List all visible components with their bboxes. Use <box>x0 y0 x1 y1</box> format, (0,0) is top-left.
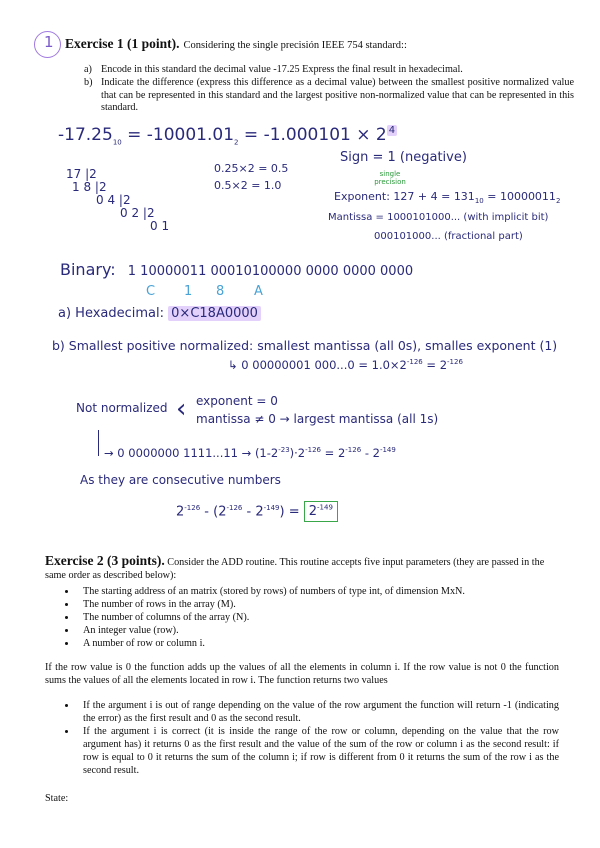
not-normalized-label: Not normalized <box>76 401 168 415</box>
b-line2-exp2: -126 <box>447 358 463 367</box>
hex-digit-8: 8 <box>216 284 225 299</box>
binary-line <box>60 260 413 279</box>
part-b-line1: b) Smallest positive normalized: smallest mantissa (all 0s), smalles exponent (1) <box>52 338 558 353</box>
exercise1-title: Exercise 1 (1 point). <box>65 36 180 51</box>
binary-label: Binary: <box>60 260 116 279</box>
list-item: • An integer value (row). <box>77 624 559 637</box>
nn-e3: -126 <box>345 446 362 455</box>
mantissa-fraction-note: 000101000... (fractional part) <box>374 231 523 242</box>
nn-eq: = 2 <box>321 446 346 460</box>
fraction-step-1: 0.25×2 = 0.5 <box>214 162 289 175</box>
final-result <box>176 504 338 519</box>
nn-exponent: exponent = 0 <box>196 394 278 408</box>
param-list <box>55 585 559 650</box>
final-b-exp: -126 <box>226 504 243 512</box>
exercise2-section <box>45 555 559 806</box>
conv-left: -17.25 <box>58 125 113 145</box>
conversion-line <box>58 125 397 146</box>
final-d: ) = <box>279 504 304 520</box>
exponent-note <box>334 190 560 205</box>
exercise1-intro: Considering the single precisión IEEE 754 standard:: <box>183 40 407 51</box>
final-a: 2 <box>176 504 185 520</box>
exponent-text: Exponent: 127 + 4 = 131 <box>334 190 475 203</box>
nn-minus: - 2 <box>361 446 380 460</box>
b-line2-exp: -126 <box>406 358 423 367</box>
div-row: 0 4 |2 <box>96 193 131 207</box>
list-item: • A number of row or column i. <box>77 637 559 650</box>
nn-e1: -23 <box>278 446 290 455</box>
exercise1-item-b <box>84 77 574 115</box>
single-precision-note: single precision <box>374 170 406 186</box>
exponent-bin-sub: 2 <box>555 197 561 206</box>
final-b: - (2 <box>200 504 227 520</box>
final-box <box>304 501 338 522</box>
nn-e4: -149 <box>379 446 396 455</box>
part-b-line2 <box>228 358 463 372</box>
item-text: Indicate the difference (express this difference as a decimal value) between the smallest positive normalized value that can be represented in this standard and the largest positive non-normalized value that can be represented in this standard. <box>101 77 574 113</box>
div-row: 0 2 |2 <box>120 206 155 220</box>
final-c-exp: -149 <box>263 504 280 512</box>
b-line2-text: ↳ 0 00000001 000...0 = 1.0×2 <box>228 358 407 372</box>
exercise1-heading <box>65 35 585 53</box>
item-text: Encode in this standard the decimal value -17.25 Express the final result in hexadecimal. <box>101 64 463 75</box>
brace: ‹ <box>176 394 187 424</box>
final-box-base: 2 <box>308 504 318 520</box>
sign-note: Sign = 1 (negative) <box>340 150 467 165</box>
exponent-bin: = 10000011 <box>483 190 556 203</box>
mantissa-note: Mantissa = 1000101000... (with implicit bit) <box>328 212 549 223</box>
conv-exp: 4 <box>388 125 396 137</box>
consecutive-note: As they are consecutive numbers <box>80 473 281 487</box>
exercise2-intro: Consider the ADD routine. This routine accepts five input parameters (they are passed in the same order as described below): <box>45 557 545 581</box>
list-item: • The number of rows in the array (M). <box>77 598 559 611</box>
div-row: 1 8 |2 <box>72 180 107 194</box>
final-a-exp: -126 <box>184 504 201 512</box>
hex-digit-c: C <box>146 284 156 299</box>
nn-mantissa: mantissa ≠ 0 → largest mantissa (all 1s) <box>196 412 439 426</box>
list-item: • The number of columns of the array (N). <box>77 611 559 624</box>
conv-mid: = -10001.01 <box>127 125 235 145</box>
state-label: State: <box>45 793 69 804</box>
item-marker: a) <box>84 64 92 75</box>
list-item: • If the argument i is correct (it is inside the range of the row or column, depending on the value that the row argument has) it returns 0 as the first result and the value of the sum of the row or column i as the second result: if row is equal to 0 it returns the sum of the column i; if row is different from 0 it returns the sum of the row i as the second result. <box>77 725 559 777</box>
arrow-hook <box>98 430 99 456</box>
division-steps <box>66 168 169 233</box>
item-marker: b) <box>84 77 93 88</box>
conv-right: = -1.000101 × 2 <box>243 125 387 145</box>
hex-label: a) Hexadecimal: <box>58 306 165 321</box>
exponent-sub: 10 <box>474 197 484 206</box>
returns-list <box>55 699 559 777</box>
hex-digit-a: A <box>254 284 263 299</box>
exercise1-item-a <box>84 64 574 77</box>
exercise1-number: 1 <box>44 33 54 51</box>
conv-left-sub: 10 <box>112 138 122 147</box>
div-row: 17 |2 <box>66 167 97 181</box>
fraction-step-2: 0.5×2 = 1.0 <box>214 179 282 192</box>
exercise2-paragraph: If the row value is 0 the function adds up the values of all the elements in column i. If the row value is not 0 the function sums the values of all the elements located in row i. The function returns two values <box>45 662 559 686</box>
b-line2-eq: = 2 <box>422 358 448 372</box>
nn-e2: -126 <box>305 446 322 455</box>
hex-answer <box>58 306 261 321</box>
div-row: 0 1 <box>150 219 170 233</box>
nn-mid: )·2 <box>289 446 306 460</box>
conv-mid-sub: 2 <box>234 138 239 147</box>
exercise2-heading <box>45 555 559 582</box>
final-c: - 2 <box>242 504 264 520</box>
list-item: • If the argument i is out of range depending on the value of the row argument the function will return -1 (indicating the error) as the first result and 0 as the second result. <box>77 699 559 725</box>
nn-line-text: → 0 0000000 1111...11 → (1-2 <box>104 446 279 460</box>
binary-value: 1 10000011 00010100000 0000 0000 0000 <box>127 264 414 279</box>
list-item: • The starting address of an matrix (stored by rows) of numbers of type int, of dimension MxN. <box>77 585 559 598</box>
hex-digit-1: 1 <box>184 284 193 299</box>
final-box-exp: -149 <box>317 504 333 512</box>
nn-line <box>104 446 396 460</box>
exercise2-title: Exercise 2 (3 points). <box>45 553 165 568</box>
hex-value: 0×C18A0000 <box>168 306 261 321</box>
